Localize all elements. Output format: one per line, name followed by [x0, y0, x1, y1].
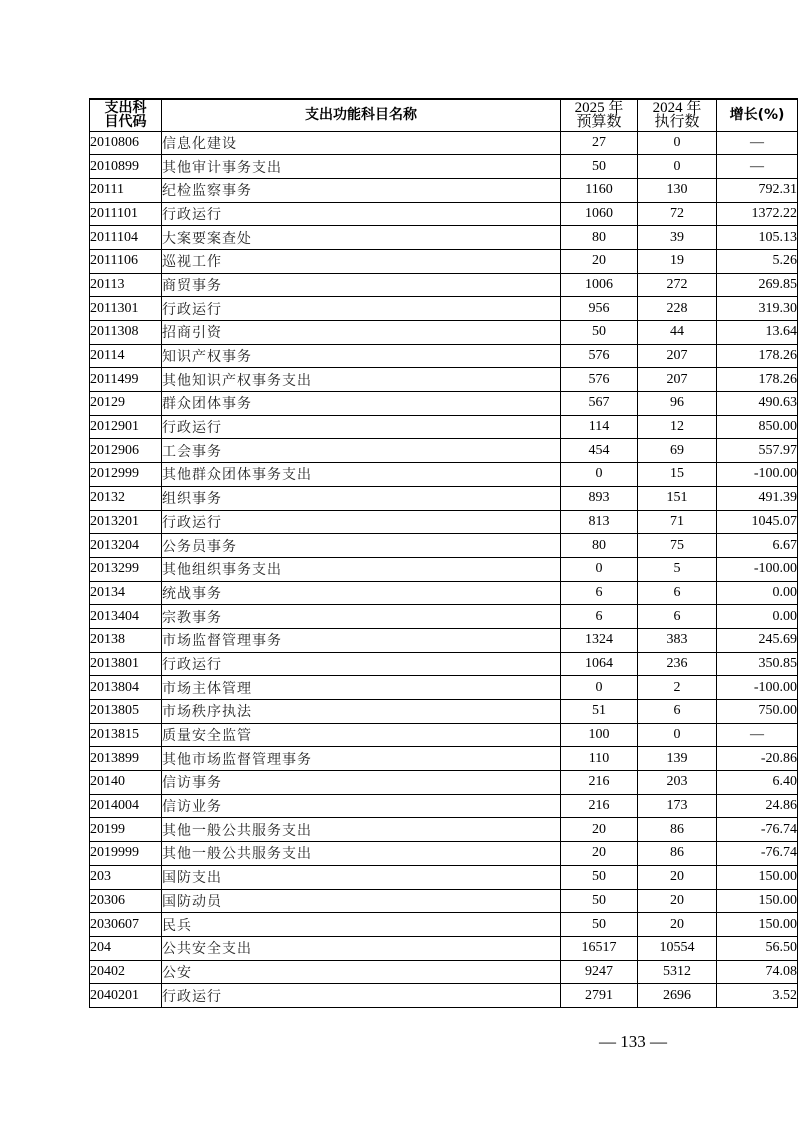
- table-row: [90, 463, 798, 487]
- row-actual: 10554: [638, 936, 717, 960]
- row-actual: 71: [638, 510, 717, 534]
- header-growth: 增长(%): [717, 99, 798, 131]
- row-actual: 20: [638, 865, 717, 889]
- row-budget: 114: [561, 415, 638, 439]
- row-budget: 567: [561, 392, 638, 416]
- row-actual: 139: [638, 747, 717, 771]
- row-budget: 1060: [561, 202, 638, 226]
- table-header-row: [90, 99, 798, 131]
- row-actual: 2696: [638, 984, 717, 1008]
- table-row: [90, 415, 798, 439]
- row-actual: 44: [638, 321, 717, 345]
- row-budget: 16517: [561, 936, 638, 960]
- row-actual: 69: [638, 439, 717, 463]
- row-code: 2013899: [90, 747, 162, 771]
- row-code: 2013204: [90, 534, 162, 558]
- row-budget: 80: [561, 534, 638, 558]
- row-actual: 0: [638, 723, 717, 747]
- row-budget: 20: [561, 842, 638, 866]
- row-budget: 2791: [561, 984, 638, 1008]
- row-name: 行政运行: [162, 202, 561, 226]
- table-row: [90, 273, 798, 297]
- table-row: [90, 131, 798, 155]
- row-code: 2013805: [90, 700, 162, 724]
- table-row: [90, 226, 798, 250]
- row-budget: 893: [561, 486, 638, 510]
- row-code: 2010806: [90, 131, 162, 155]
- header-name: 支出功能科目名称: [162, 99, 561, 131]
- row-actual: 20: [638, 913, 717, 937]
- table-row: [90, 936, 798, 960]
- row-actual: 20: [638, 889, 717, 913]
- row-budget: 50: [561, 889, 638, 913]
- row-actual: 2: [638, 676, 717, 700]
- table-row: [90, 889, 798, 913]
- row-budget: 50: [561, 321, 638, 345]
- row-name: 民兵: [162, 913, 561, 937]
- page-number: — 133 —: [599, 1032, 667, 1051]
- row-growth: 491.39: [717, 486, 798, 510]
- row-actual: 72: [638, 202, 717, 226]
- row-budget: 1064: [561, 652, 638, 676]
- table-row: [90, 392, 798, 416]
- row-growth: 13.64: [717, 321, 798, 345]
- row-actual: 207: [638, 368, 717, 392]
- row-growth: —: [717, 131, 798, 155]
- row-growth: 0.00: [717, 581, 798, 605]
- row-growth: 792.31: [717, 178, 798, 202]
- row-budget: 27: [561, 131, 638, 155]
- table-row: [90, 581, 798, 605]
- row-code: 20132: [90, 486, 162, 510]
- row-growth: 490.63: [717, 392, 798, 416]
- row-code: 203: [90, 865, 162, 889]
- table-row: [90, 486, 798, 510]
- row-name: 信息化建设: [162, 131, 561, 155]
- row-name: 其他一般公共服务支出: [162, 842, 561, 866]
- row-code: 2011308: [90, 321, 162, 345]
- row-code: 2011301: [90, 297, 162, 321]
- row-budget: 0: [561, 557, 638, 581]
- row-code: 2013299: [90, 557, 162, 581]
- table-row: [90, 321, 798, 345]
- row-budget: 813: [561, 510, 638, 534]
- row-growth: 6.67: [717, 534, 798, 558]
- table-row: [90, 344, 798, 368]
- row-code: 2040201: [90, 984, 162, 1008]
- table-row: [90, 652, 798, 676]
- table-row: [90, 178, 798, 202]
- row-name: 知识产权事务: [162, 344, 561, 368]
- row-actual: 0: [638, 131, 717, 155]
- row-name: 宗教事务: [162, 605, 561, 629]
- row-actual: 5312: [638, 960, 717, 984]
- row-growth: 245.69: [717, 628, 798, 652]
- row-growth: 3.52: [717, 984, 798, 1008]
- row-growth: 319.30: [717, 297, 798, 321]
- row-growth: —: [717, 155, 798, 179]
- row-name: 群众团体事务: [162, 392, 561, 416]
- row-budget: 216: [561, 771, 638, 795]
- row-name: 信访业务: [162, 794, 561, 818]
- table-row: [90, 510, 798, 534]
- row-code: 20138: [90, 628, 162, 652]
- budget-table: [89, 98, 798, 1008]
- row-actual: 203: [638, 771, 717, 795]
- header-code: 支出科 目代码: [90, 99, 162, 131]
- row-name: 其他知识产权事务支出: [162, 368, 561, 392]
- row-growth: 178.26: [717, 344, 798, 368]
- row-budget: 576: [561, 368, 638, 392]
- table-row: [90, 700, 798, 724]
- row-code: 2019999: [90, 842, 162, 866]
- row-budget: 216: [561, 794, 638, 818]
- row-name: 行政运行: [162, 297, 561, 321]
- table-row: [90, 202, 798, 226]
- row-name: 行政运行: [162, 510, 561, 534]
- row-code: 2012906: [90, 439, 162, 463]
- row-code: 20199: [90, 818, 162, 842]
- row-growth: 1372.22: [717, 202, 798, 226]
- row-name: 行政运行: [162, 984, 561, 1008]
- table-row: [90, 155, 798, 179]
- row-name: 质量安全监管: [162, 723, 561, 747]
- row-budget: 20: [561, 818, 638, 842]
- row-code: 2013815: [90, 723, 162, 747]
- row-name: 统战事务: [162, 581, 561, 605]
- row-name: 国防动员: [162, 889, 561, 913]
- table-row: [90, 249, 798, 273]
- row-actual: 12: [638, 415, 717, 439]
- row-budget: 576: [561, 344, 638, 368]
- row-code: 2013201: [90, 510, 162, 534]
- table-body: [90, 131, 798, 1007]
- row-name: 其他市场监督管理事务: [162, 747, 561, 771]
- row-budget: 50: [561, 913, 638, 937]
- row-actual: 15: [638, 463, 717, 487]
- row-actual: 86: [638, 818, 717, 842]
- row-growth: 0.00: [717, 605, 798, 629]
- row-actual: 236: [638, 652, 717, 676]
- row-actual: 86: [638, 842, 717, 866]
- row-name: 市场主体管理: [162, 676, 561, 700]
- row-actual: 130: [638, 178, 717, 202]
- row-budget: 0: [561, 463, 638, 487]
- row-code: 20306: [90, 889, 162, 913]
- row-code: 2012999: [90, 463, 162, 487]
- row-name: 其他群众团体事务支出: [162, 463, 561, 487]
- row-name: 巡视工作: [162, 249, 561, 273]
- row-name: 大案要案查处: [162, 226, 561, 250]
- row-name: 行政运行: [162, 652, 561, 676]
- row-growth: -76.74: [717, 818, 798, 842]
- table-row: [90, 960, 798, 984]
- row-actual: 0: [638, 155, 717, 179]
- row-budget: 1160: [561, 178, 638, 202]
- header-actual: 2024 年 执行数: [638, 99, 717, 131]
- row-actual: 39: [638, 226, 717, 250]
- table-row: [90, 818, 798, 842]
- row-code: 2013801: [90, 652, 162, 676]
- row-code: 2011101: [90, 202, 162, 226]
- row-growth: 150.00: [717, 913, 798, 937]
- row-growth: 850.00: [717, 415, 798, 439]
- row-code: 2011104: [90, 226, 162, 250]
- row-budget: 0: [561, 676, 638, 700]
- row-actual: 19: [638, 249, 717, 273]
- table-row: [90, 723, 798, 747]
- row-budget: 1006: [561, 273, 638, 297]
- table-row: [90, 368, 798, 392]
- row-budget: 80: [561, 226, 638, 250]
- row-name: 其他组织事务支出: [162, 557, 561, 581]
- row-growth: -20.86: [717, 747, 798, 771]
- row-name: 工会事务: [162, 439, 561, 463]
- row-growth: 557.97: [717, 439, 798, 463]
- row-growth: -100.00: [717, 557, 798, 581]
- row-name: 招商引资: [162, 321, 561, 345]
- row-code: 20113: [90, 273, 162, 297]
- table-row: [90, 794, 798, 818]
- row-budget: 51: [561, 700, 638, 724]
- table-row: [90, 865, 798, 889]
- row-growth: 56.50: [717, 936, 798, 960]
- row-growth: 105.13: [717, 226, 798, 250]
- row-actual: 383: [638, 628, 717, 652]
- row-growth: -100.00: [717, 676, 798, 700]
- row-growth: 350.85: [717, 652, 798, 676]
- row-name: 市场监督管理事务: [162, 628, 561, 652]
- row-code: 20402: [90, 960, 162, 984]
- row-growth: 24.86: [717, 794, 798, 818]
- row-budget: 956: [561, 297, 638, 321]
- table-row: [90, 842, 798, 866]
- row-actual: 6: [638, 581, 717, 605]
- row-growth: 6.40: [717, 771, 798, 795]
- row-name: 公安: [162, 960, 561, 984]
- row-actual: 5: [638, 557, 717, 581]
- row-budget: 100: [561, 723, 638, 747]
- row-name: 公共安全支出: [162, 936, 561, 960]
- row-code: 2014004: [90, 794, 162, 818]
- table-row: [90, 439, 798, 463]
- row-actual: 6: [638, 605, 717, 629]
- row-code: 2010899: [90, 155, 162, 179]
- table-row: [90, 534, 798, 558]
- table-row: [90, 676, 798, 700]
- row-actual: 272: [638, 273, 717, 297]
- row-actual: 207: [638, 344, 717, 368]
- row-name: 商贸事务: [162, 273, 561, 297]
- row-budget: 1324: [561, 628, 638, 652]
- row-growth: -76.74: [717, 842, 798, 866]
- row-budget: 50: [561, 865, 638, 889]
- row-code: 2012901: [90, 415, 162, 439]
- row-actual: 75: [638, 534, 717, 558]
- row-growth: 150.00: [717, 865, 798, 889]
- row-budget: 110: [561, 747, 638, 771]
- row-name: 其他审计事务支出: [162, 155, 561, 179]
- row-code: 20111: [90, 178, 162, 202]
- row-budget: 6: [561, 581, 638, 605]
- table-row: [90, 628, 798, 652]
- row-growth: 178.26: [717, 368, 798, 392]
- row-budget: 454: [561, 439, 638, 463]
- row-code: 2030607: [90, 913, 162, 937]
- table-row: [90, 771, 798, 795]
- row-code: 2013404: [90, 605, 162, 629]
- row-name: 国防支出: [162, 865, 561, 889]
- row-name: 行政运行: [162, 415, 561, 439]
- row-growth: 74.08: [717, 960, 798, 984]
- row-code: 20114: [90, 344, 162, 368]
- row-actual: 228: [638, 297, 717, 321]
- row-code: 2013804: [90, 676, 162, 700]
- table-row: [90, 557, 798, 581]
- row-growth: -100.00: [717, 463, 798, 487]
- row-actual: 151: [638, 486, 717, 510]
- row-actual: 6: [638, 700, 717, 724]
- row-code: 20140: [90, 771, 162, 795]
- row-code: 20129: [90, 392, 162, 416]
- row-budget: 50: [561, 155, 638, 179]
- row-name: 组织事务: [162, 486, 561, 510]
- row-growth: 1045.07: [717, 510, 798, 534]
- row-name: 其他一般公共服务支出: [162, 818, 561, 842]
- row-growth: 269.85: [717, 273, 798, 297]
- table-row: [90, 984, 798, 1008]
- row-code: 204: [90, 936, 162, 960]
- row-name: 信访事务: [162, 771, 561, 795]
- row-growth: 150.00: [717, 889, 798, 913]
- row-growth: 5.26: [717, 249, 798, 273]
- row-budget: 20: [561, 249, 638, 273]
- row-code: 20134: [90, 581, 162, 605]
- row-actual: 173: [638, 794, 717, 818]
- header-budget: 2025 年 预算数: [561, 99, 638, 131]
- row-code: 2011499: [90, 368, 162, 392]
- row-name: 市场秩序执法: [162, 700, 561, 724]
- row-name: 公务员事务: [162, 534, 561, 558]
- row-name: 纪检监察事务: [162, 178, 561, 202]
- row-growth: —: [717, 723, 798, 747]
- row-budget: 6: [561, 605, 638, 629]
- row-growth: 750.00: [717, 700, 798, 724]
- row-actual: 96: [638, 392, 717, 416]
- table-row: [90, 913, 798, 937]
- table-row: [90, 747, 798, 771]
- row-budget: 9247: [561, 960, 638, 984]
- table-row: [90, 297, 798, 321]
- table-row: [90, 605, 798, 629]
- row-code: 2011106: [90, 249, 162, 273]
